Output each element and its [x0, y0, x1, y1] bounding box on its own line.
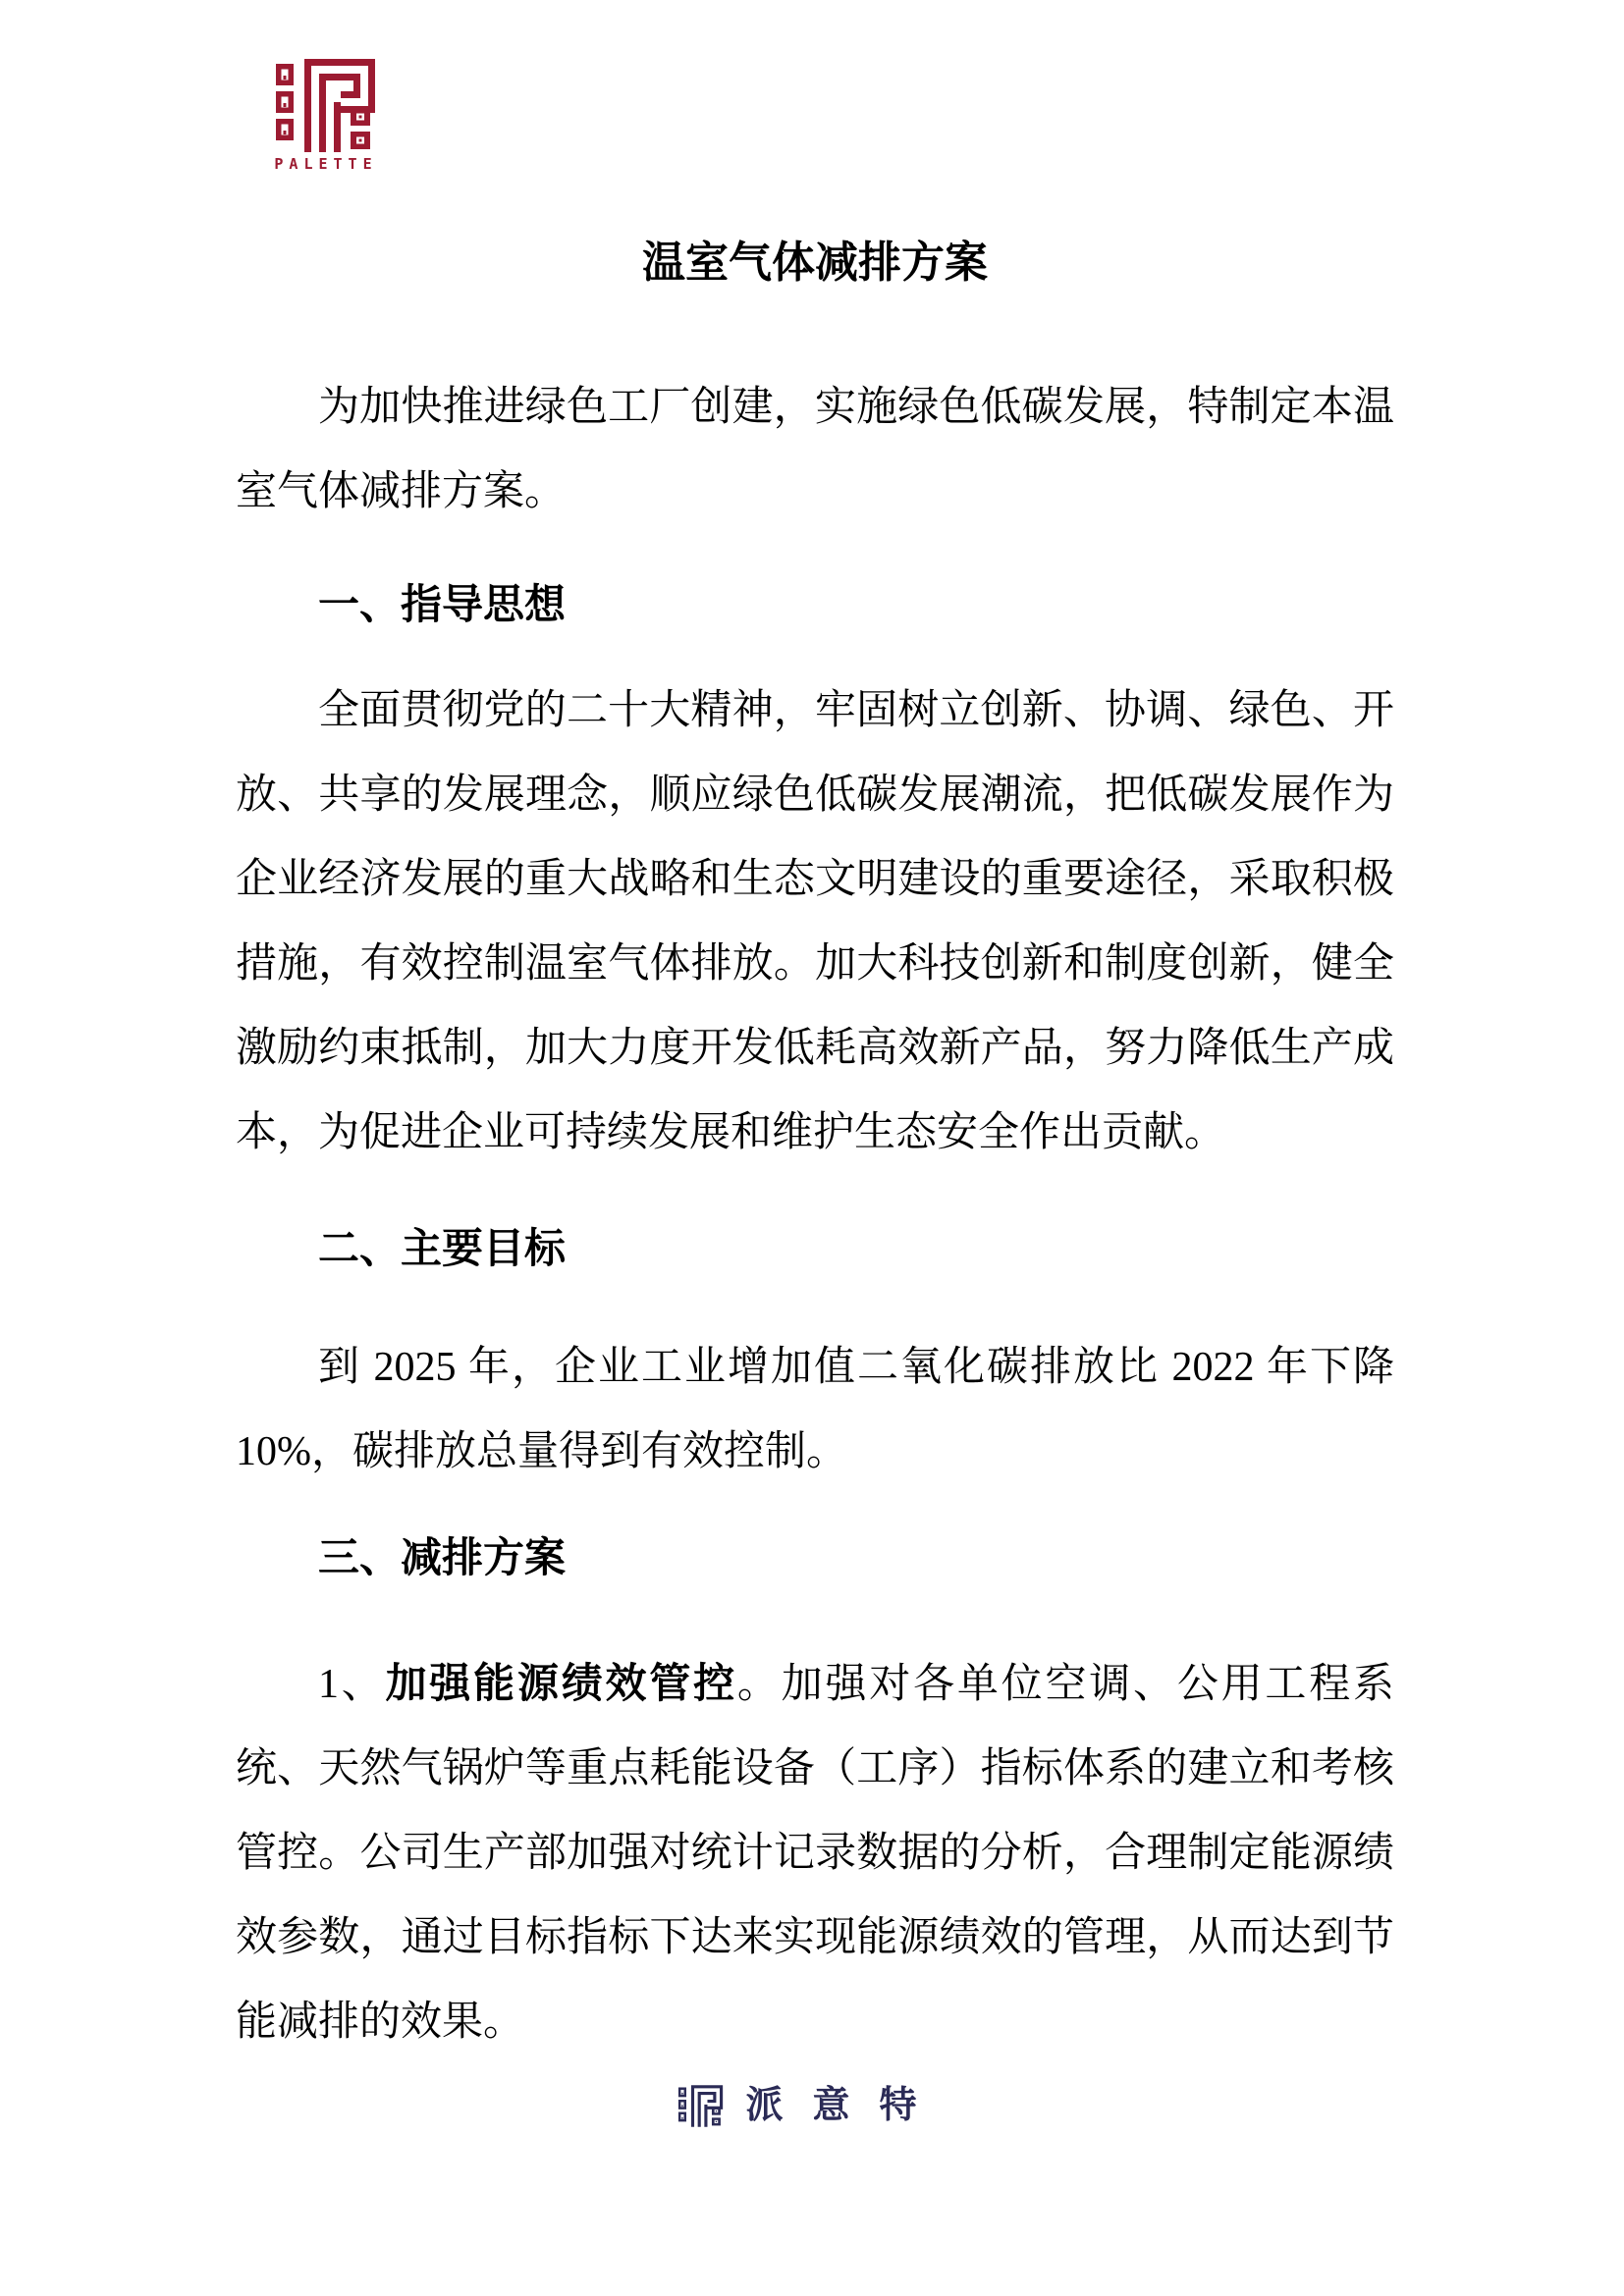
document-content — [236, 0, 1394, 2064]
section-2-paragraph: 到 2025 年，企业工业增加值二氧化碳排放比 2022 年下降 10%，碳排放总量得到有效控制。 — [236, 1345, 1394, 1474]
item-title: 加强能源绩效管控 — [385, 1662, 737, 1707]
section-2-heading: 二、主要目标 — [318, 1227, 567, 1272]
section-1-heading: 一、指导思想 — [318, 583, 567, 628]
intro-paragraph: 为加快推进绿色工厂创建，实施绿色低碳发展，特制定本温室气体减排方案。 — [236, 385, 1394, 514]
item-body: 。加强对各单位空调、公用工程系统、天然气锅炉等重点耗能设备（工序）指标体系的建立和考核管控。公司生产部加强对统计记录数据的分析，合理制定能源绩效参数，通过目标指标下达来实现能源绩效的管理，从而达到节能减排的效果。 — [236, 1662, 1394, 2045]
footer-brand-text: 派意特 — [745, 2085, 947, 2126]
footer-brand — [677, 2085, 946, 2127]
document-title: 温室气体减排方案 — [642, 239, 988, 287]
item-number: 1、 — [318, 1662, 386, 1707]
section-3-paragraph — [236, 1642, 1394, 2064]
section-3-heading: 三、减排方案 — [318, 1536, 567, 1581]
footer-logo-icon — [677, 2085, 724, 2127]
palette-brand-text: PALETTE — [274, 155, 378, 173]
section-1-paragraph: 全面贯彻党的二十大精神，牢固树立创新、协调、绿色、开放、共享的发展理念，顺应绿色低碳发展潮流，把低碳发展作为企业经济发展的重大战略和生态文明建设的重要途径，采取积极措施，有效控制温室气体排放。加大科技创新和制度创新，健全激励约束抵制，加大力度开发低耗高效新产品，努力降低生产成本，为促进企业可持续发展和维护生态安全作出贡献。 — [236, 688, 1394, 1155]
